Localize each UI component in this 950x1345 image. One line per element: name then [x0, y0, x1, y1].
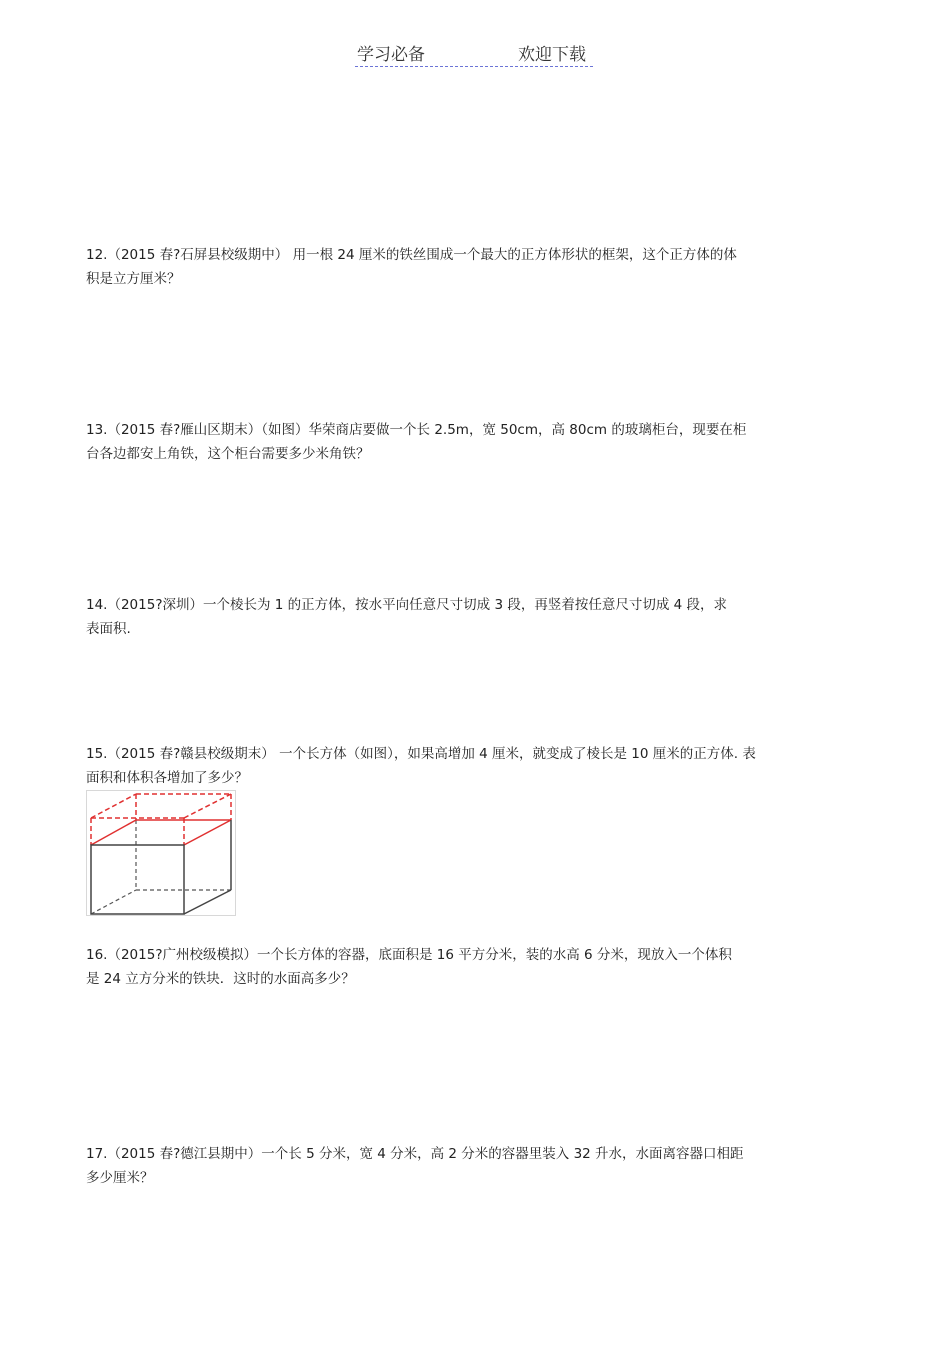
question-line: 17.（2015 春?德江县期中）一个长 5 分米，宽 4 分米，高 2 分米的容器里装入 32 升水，水面离容器口相距	[86, 1146, 744, 1162]
question-12	[86, 243, 876, 291]
question-line: 12.（2015 春?石屏县校级期中） 用一根 24 厘米的铁丝围成一个最大的正方体形状的框架，这个正方体的体	[86, 247, 737, 263]
question-line: 14.（2015?深圳）一个棱长为 1 的正方体，按水平向任意尺寸切成 3 段，再竖着按任意尺寸切成 4 段，求	[86, 597, 728, 613]
visible-edges	[91, 820, 231, 914]
header-left-text: 学习必备	[357, 45, 425, 65]
page-header	[355, 40, 593, 67]
question-line: 表面积.	[86, 621, 131, 637]
question-17	[86, 1142, 876, 1190]
question-line: 16.（2015?广州校级模拟）一个长方体的容器，底面积是 16 平方分米，装的水高 6 分米，现放入一个体积	[86, 947, 732, 963]
question-line: 积是立方厘米？	[86, 271, 181, 287]
question-15	[86, 742, 876, 790]
question-line: 台各边都安上角铁，这个柜台需要多少米角铁？	[86, 446, 370, 462]
question-13	[86, 418, 876, 466]
question-16	[86, 943, 876, 991]
question-line: 是 24 立方分米的铁块．这时的水面高多少？	[86, 971, 355, 987]
question-line: 13.（2015 春?雁山区期末）（如图）华荣商店要做一个长 2.5m，宽 50cm，高 80cm 的玻璃柜台，现要在柜	[86, 422, 747, 438]
question-line: 面积和体积各增加了多少？	[86, 770, 248, 786]
question-line: 15.（2015 春?赣县校级期末） 一个长方体（如图），如果高增加 4 厘米，就变成了棱长是 10 厘米的正方体. 表	[86, 746, 756, 762]
question-line: 多少厘米？	[86, 1170, 154, 1186]
question-14	[86, 593, 876, 641]
header-right-text: 欢迎下载	[518, 45, 586, 65]
cuboid-figure	[86, 790, 236, 916]
